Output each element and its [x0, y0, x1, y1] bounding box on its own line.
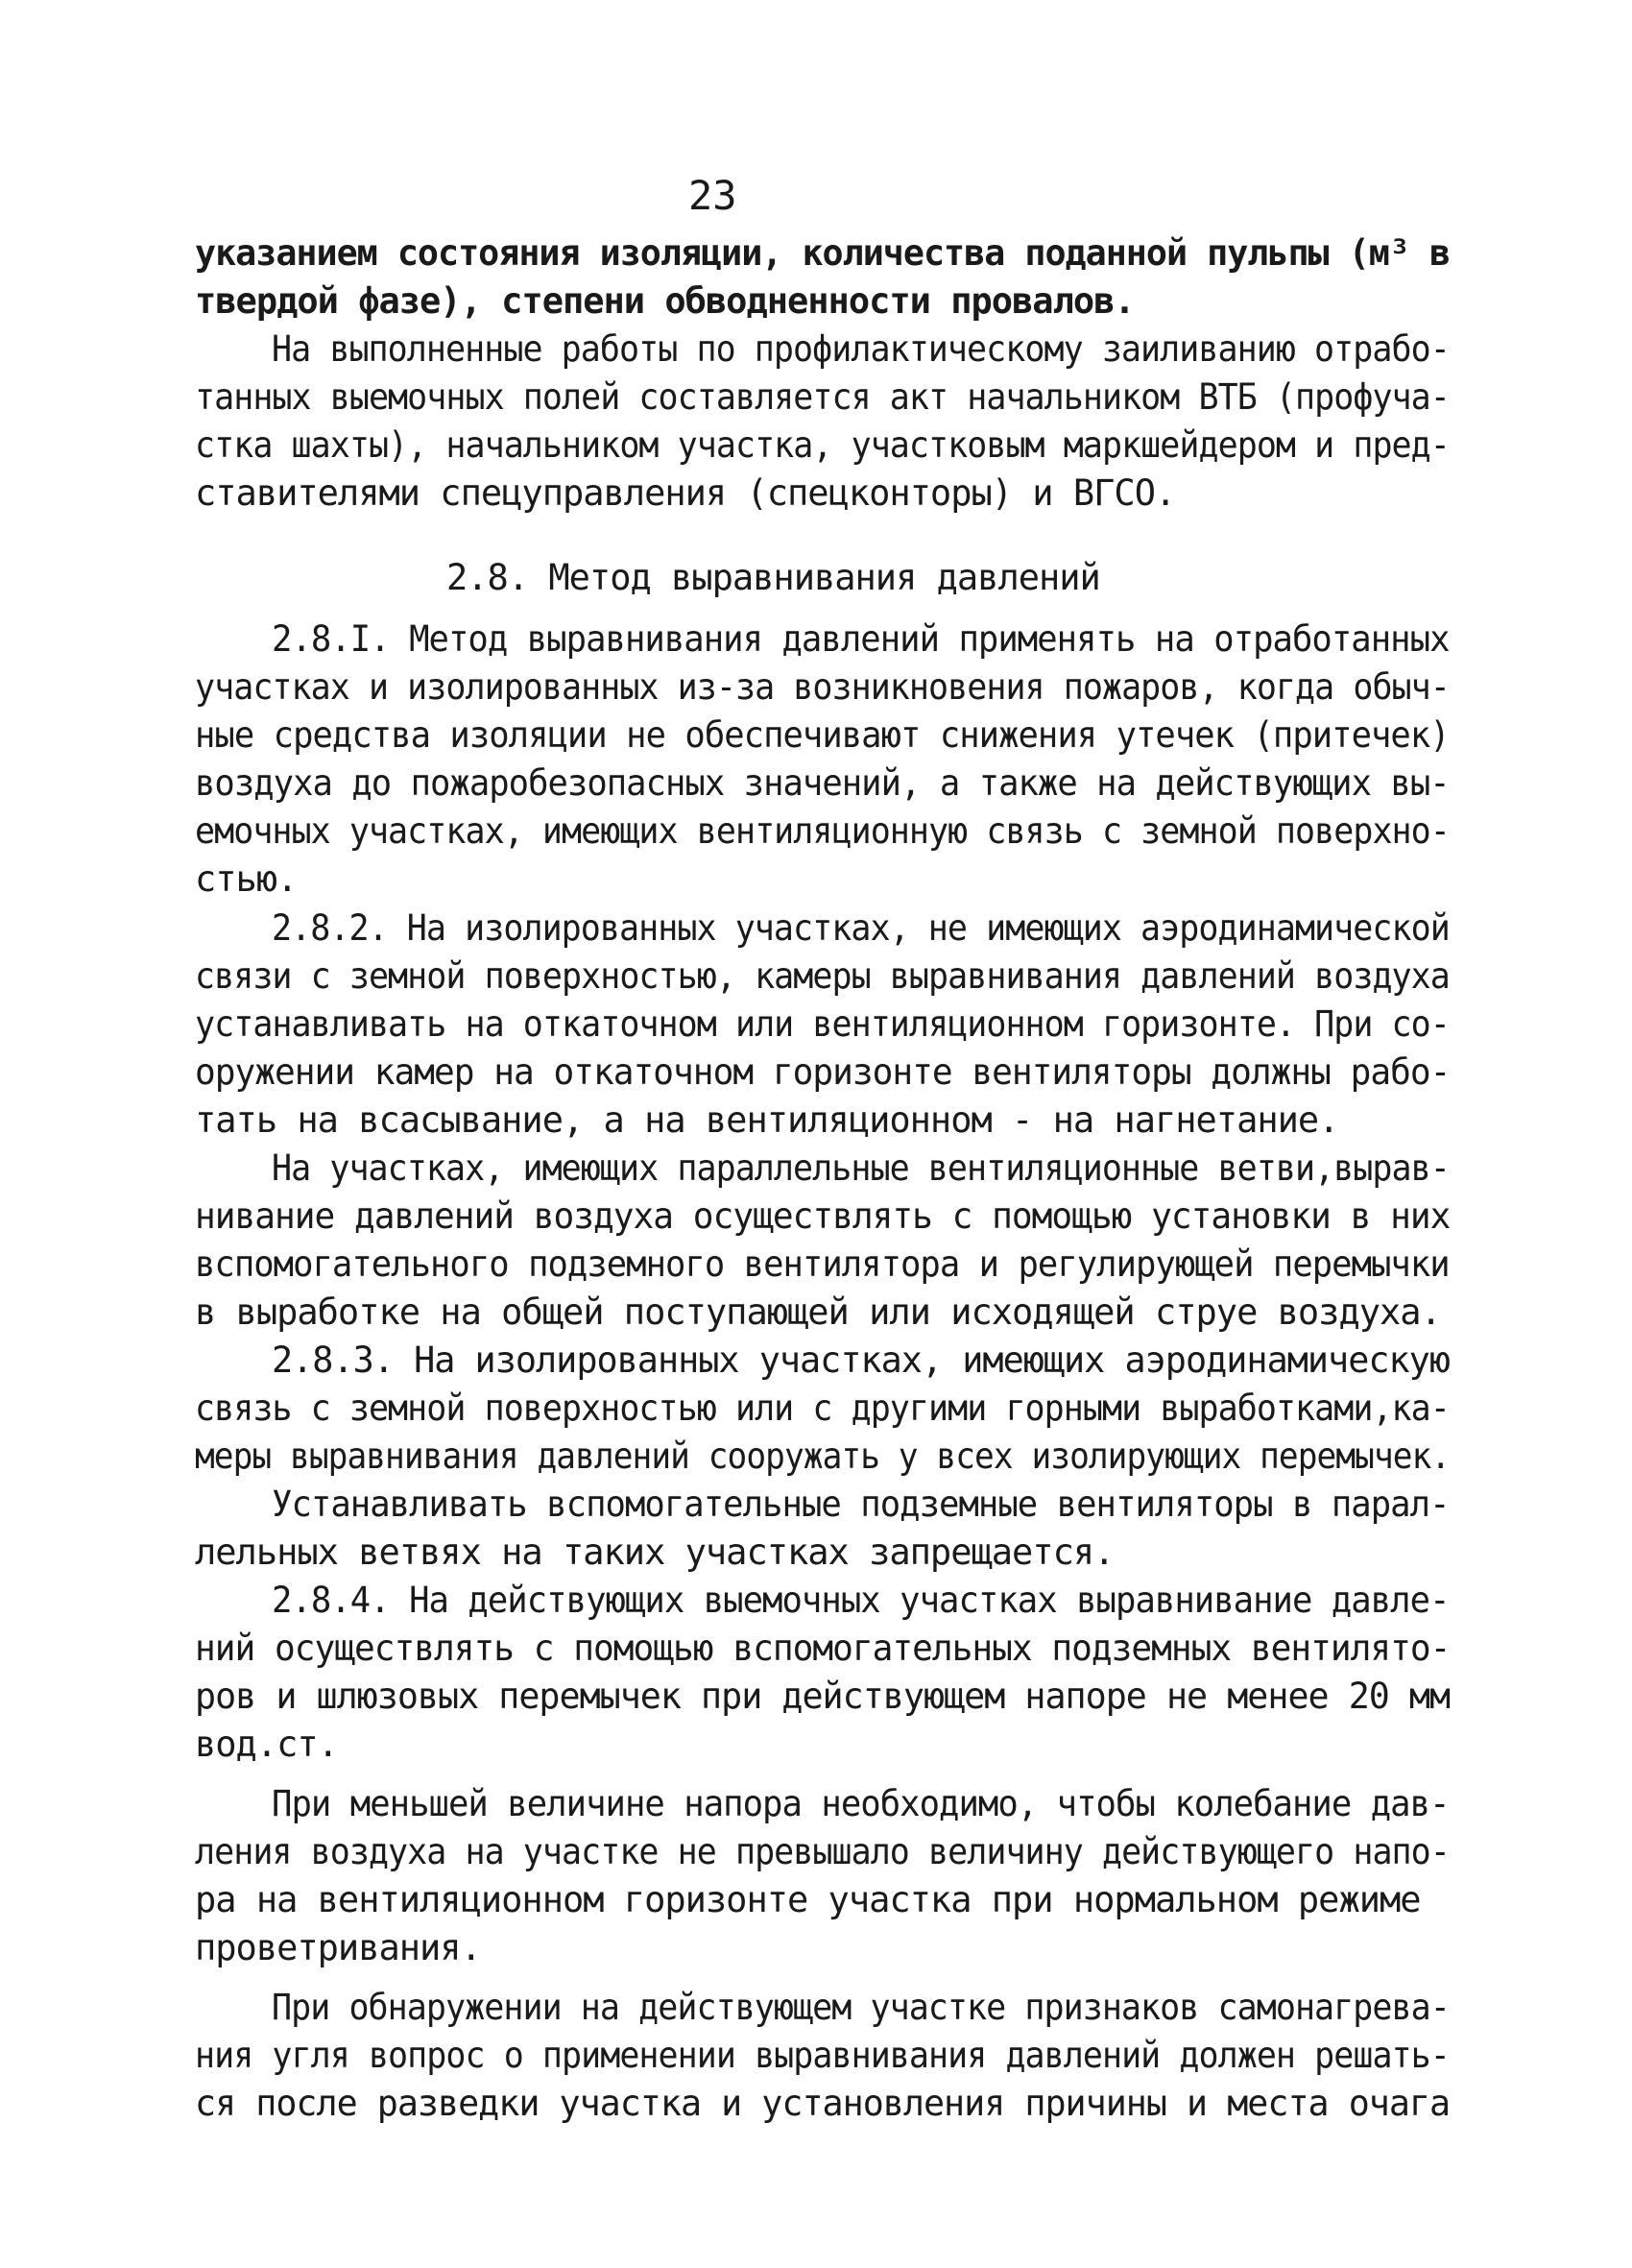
text-line: ний осуществлять с помощью вспомогательных подземных вентилято- — [195, 1628, 1451, 1669]
text-line: ся после разведки участка и установления причины и места очага — [195, 2083, 1451, 2124]
text-line: ные средства изоляции не обеспечивают снижения утечек (притечек) — [195, 714, 1450, 756]
text-line: танных выемочных полей составляется акт начальником ВТБ (профуча- — [195, 376, 1450, 418]
text-line: участках и изолированных из-за возникновения пожаров, когда обыч- — [195, 666, 1450, 708]
text-line: ставителями спецуправления (спецконторы) и ВГСО. — [195, 472, 1176, 514]
text-line: связь с земной поверхностью или с другими горными выработками,ка- — [195, 1387, 1450, 1429]
text-line: в выработке на общей поступающей или исходящей струе воздуха. — [195, 1291, 1441, 1333]
page-number: 23 — [688, 172, 737, 219]
text-line: ления воздуха на участке не превышало величину действующего напо- — [195, 1831, 1450, 1872]
text-line: ния угля вопрос о применении выравнивания давлений должен решать- — [195, 2035, 1450, 2076]
text-line: меры выравнивания давлений сооружать у всех изолирующих перемычек. — [195, 1436, 1451, 1477]
text-line: нивание давлений воздуха осуществлять с помощью установки в них — [195, 1195, 1451, 1237]
text-line: емочных участках, имеющих вентиляционную связь с земной поверхно- — [195, 810, 1450, 852]
text-line: 2.8.3. На изолированных участках, имеющих аэродинамическую — [272, 1339, 1450, 1381]
text-line: 2.8.4. На действующих выемочных участках выравнивание давле- — [272, 1580, 1450, 1621]
text-line: воздуха до пожаробезопасных значений, а также на действующих вы- — [195, 762, 1450, 804]
section-heading: 2.8. Метод выравнивания давлений — [446, 557, 1100, 598]
text-line: проветривания. — [195, 1927, 481, 1968]
text-line: вод.ст. — [195, 1724, 338, 1765]
text-line: Устанавливать вспомогательные подземные вентиляторы в парал- — [272, 1484, 1450, 1525]
text-line: лельных ветвях на таких участках запрещается. — [195, 1532, 1115, 1573]
text-line: связи с земной поверхностью, камеры выравнивания давлений воздуха — [195, 955, 1450, 997]
text-line: 2.8.I. Метод выравнивания давлений применять на отработанных — [272, 618, 1450, 660]
text-line: На участках, имеющих параллельные вентиляционные ветви,вырав- — [272, 1147, 1450, 1189]
text-line: При меньшей величине напора необходимо, чтобы колебание дав- — [272, 1783, 1450, 1824]
text-line: твердой фазе), степени обводненности провалов. — [195, 280, 1135, 322]
text-line: 2.8.2. На изолированных участках, не имеющих аэродинамической — [272, 907, 1450, 949]
text-line: устанавливать на откаточном или вентиляционном горизонте. При со- — [195, 1003, 1450, 1045]
text-line: На выполненные работы по профилактическому заиливанию отрабо- — [272, 328, 1450, 370]
text-line: стка шахты), начальником участка, участковым маркшейдером и пред- — [195, 424, 1450, 466]
text-line: ров и шлюзовых перемычек при действующем напоре не менее 20 мм — [195, 1676, 1451, 1717]
text-line: При обнаружении на действующем участке признаков самонагрева- — [272, 1987, 1450, 2028]
text-line: ра на вентиляционном горизонте участка при нормальном режиме — [195, 1879, 1421, 1920]
text-line: тать на всасывание, а на вентиляционном - на нагнетание. — [195, 1099, 1339, 1141]
text-line: вспомогательного подземного вентилятора и регулирующей перемычки — [195, 1243, 1450, 1285]
text-line: указанием состояния изоляции, количества поданной пульпы (м³ в — [195, 232, 1451, 274]
text-line: стью. — [195, 858, 298, 900]
text-line: оружении камер на откаточном горизонте вентиляторы должны рабо- — [195, 1051, 1451, 1093]
